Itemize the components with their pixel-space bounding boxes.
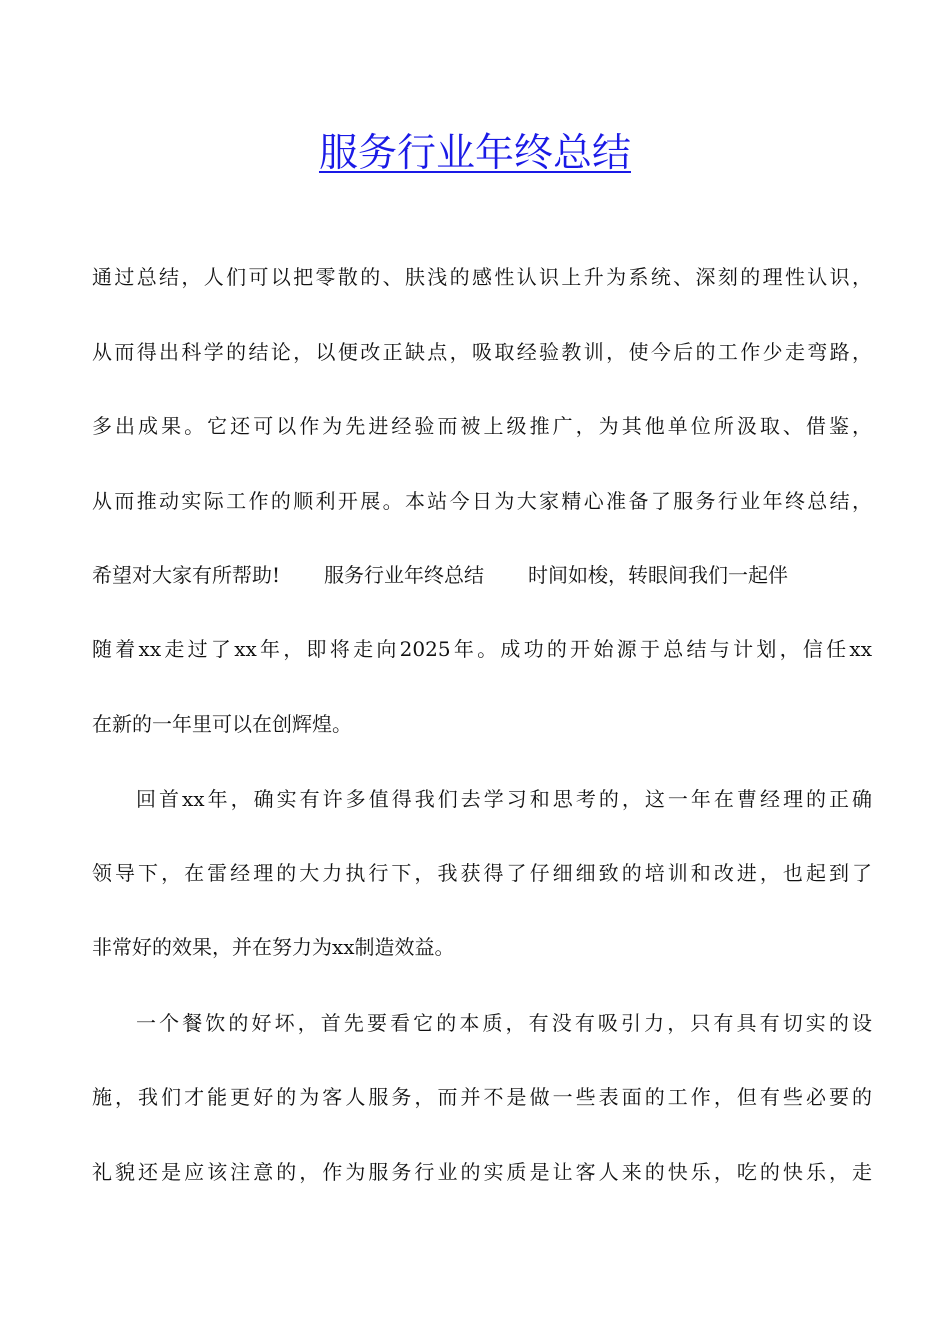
paragraph-line-1: 通过总结，人们可以把零散的、肤浅的感性认识上升为系统、深刻的理性认识，: [92, 265, 872, 289]
paragraph-line-4: 从而推动实际工作的顺利开展。本站今日为大家精心准备了服务行业年终总结，: [92, 489, 872, 513]
paragraph-line-5: [92, 560, 872, 590]
paragraph-line-12: 施，我们才能更好的为客人服务，而并不是做一些表面的工作，但有些必要的: [92, 1085, 872, 1109]
paragraph-line-10: 非常好的效果，并在努力为xx制造效益。: [92, 935, 455, 959]
paragraph-line-13: 礼貌还是应该注意的，作为服务行业的实质是让客人来的快乐，吃的快乐，走: [92, 1160, 872, 1184]
document-title-text: 服务行业年终总结: [318, 131, 631, 176]
closing-greeting: 希望对大家有所帮助!: [92, 563, 281, 587]
intro-sentence-start: 时间如梭，转眼间我们一起伴: [528, 563, 789, 587]
paragraph-line-7: 在新的一年里可以在创辉煌。: [92, 712, 352, 736]
inline-title-repeat: 服务行业年终总结: [324, 563, 485, 587]
paragraph-line-11: 一个餐饮的好坏，首先要看它的本质，有没有吸引力，只有具有切实的设: [136, 1011, 872, 1035]
paragraph-line-3: 多出成果。它还可以作为先进经验而被上级推广，为其他单位所汲取、借鉴，: [92, 414, 872, 438]
paragraph-line-6: 随着xx走过了xx年，即将走向2025年。成功的开始源于总结与计划，信任xx: [92, 637, 872, 661]
paragraph-line-9: 领导下，在雷经理的大力执行下，我获得了仔细细致的培训和改进，也起到了: [92, 861, 872, 885]
paragraph-line-2: 从而得出科学的结论，以便改正缺点，吸取经验教训，使今后的工作少走弯路，: [92, 340, 872, 364]
paragraph-line-8: 回首xx年，确实有许多值得我们去学习和思考的，这一年在曹经理的正确: [136, 787, 872, 811]
document-title: [0, 128, 950, 180]
